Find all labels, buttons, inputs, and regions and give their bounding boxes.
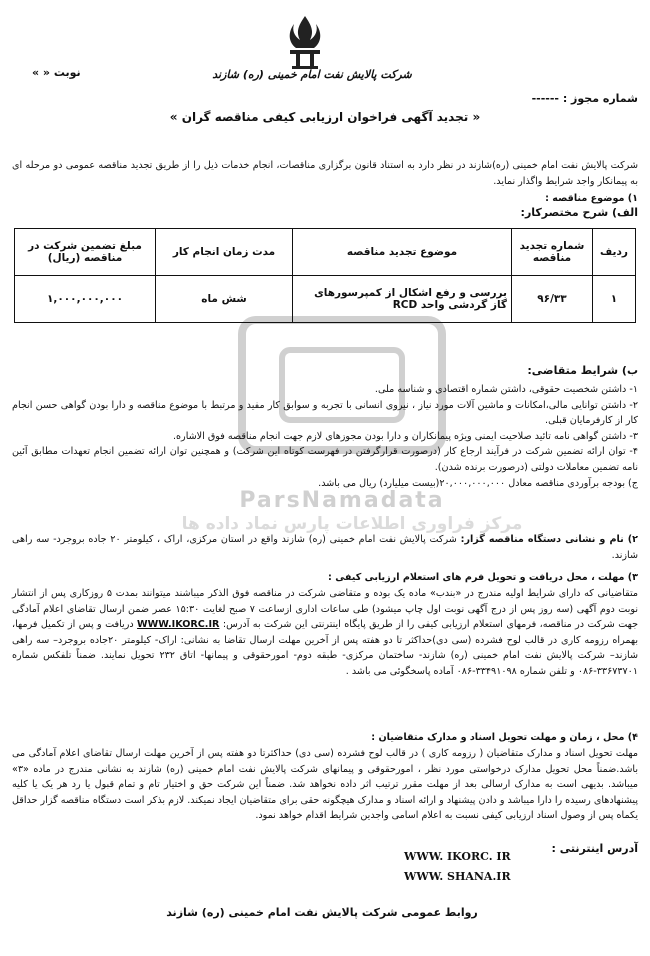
header-duration: مدت زمان انجام کار [156,229,293,276]
watermark-latin: ParsNamadata [239,488,445,513]
section3-title: ۳) مهلت ، محل دریافت و تحویل فرم های استعلام ارزیابی کیفی : [328,572,638,583]
condition-item: ۳- داشتن گواهی نامه تائید صلاحیت ایمنی ویژه پیمانکاران و دارا بودن مجوزهای لازم جهت انجام مناقصه فوق الاشاره. [172,430,638,442]
conditions-list [12,382,638,491]
cell-row-no: ۱ [593,276,636,323]
ikorc-link[interactable]: WWW.IKORC.IR [137,619,220,631]
condition-item: ۴- توان ارائه تضمین شرکت در فرآیند ارجاع کار (درصورت قرارگرفتن در فهرست کوتاه این شرکت) و همچنین توان ارائه تضمین انجام تعهدات مطابق آئین نامه تضمین معاملات دولتی (درصورت برنده شدن). [12,446,638,473]
headline: « تجدید آگهی فراخوان ارزیابی کیفی مناقصه گران » [169,110,481,124]
ikorc-url-link[interactable]: WWW. IKORC. IR [404,850,511,863]
section4-title: ۴) محل ، زمان و مهلت تحویل اسناد و مدارک متقاضیان : [371,732,638,743]
table-row [15,276,636,323]
cell-subject: بررسی و رفع اشکال از کمپرسورهای گاز گردشی واحد RCD [293,276,512,323]
table-header-row [15,229,636,276]
section2-text: شرکت پالایش نفت امام خمینی (ره) شازند واقع در استان مرکزی، اراک ، کیلومتر ۲۰ جاده بروجرد- سه راهی شازند. [12,534,638,561]
budget-text: ج) بودجه برآوردی مناقصه معادل ۲۰,۰۰۰,۰۰۰,۰۰۰(بیست میلیارد) ریال می باشد. [318,477,638,489]
cell-duration: شش ماه [156,276,293,323]
section3-text-b: دریافت و پس از تکمیل فرمها، بهمراه رزومه کاری در قالب لوح فشرده (سی دی)حداکثر تا دو هفته پس از آخرین مهلت ارسال تقاضا به نشانی: اراک- کیلومتر ۲۰جاده بروجرد– سه راهی شازند– شرکت پالایش نفت امام خمینی (ره) شازند- ساختمان مرکزی- طبقه دوم- امورحقوقی و پیمانها- اتاق ۲۳۲ تحویل نمایند. ضمناً تلفکس شماره ۳۳۶۷۳۷۰۱-۰۸۶ و تلفن شماره ۳۳۴۹۱۰۹۸-۰۸۶ آماده پاسخگوئی می باشد . [12,619,639,677]
section3-body [12,586,638,680]
section2 [12,532,638,563]
intro-text: شرکت پالایش نفت امام خمینی (ره)شازند در نظر دارد به استناد قانون برگزاری مناقصات، انجام خدمات ذیل را از طریق تجدید مناقصه عمومی دو مرحله ای به پیمانکار واجد شرایط واگذار نماید. [12,160,638,187]
footer-public-relations: روابط عمومی شرکت پالایش نفت امام خمینی (ره) شازند [166,906,478,919]
cell-tender-number: ۹۶/۳۳ [512,276,593,323]
section3-text-a: متقاضیانی که دارای شرایط اولیه مندرج در «بندب» ماده یک بوده و متقاضی شرکت در مناقصه فوق الذکر میباشند میتوانند بمدت ۵ روزکاری پس از انتشار نوبت دوم آگهی (سه روز پس از درج آگهی نوبت اول چاپ میشود) طی ساعات اداری ازساعت ۷ صبح لغایت ۱۵:۳۰ عصر ضمن ارسال تقاضای اعلام آمادگی جهت شرکت در مناقصه، فرمهای استعلام ارزیابی کیفی را از طریق پایگاه اینترنتی این شرکت به آدرس: [12,588,638,631]
header-tender-number: شماره تجدید مناقصه [512,229,593,276]
section1-title: ۱) موضوع مناقصه : [545,193,638,204]
turn-label: نوبت « » [32,66,81,79]
section-be: ب) شرایط متقاضی: [527,364,638,377]
header-row-no: ردیف [593,229,636,276]
section2-title: ۲) نام و نشانی دستگاه مناقصه گزار: [460,534,638,545]
section-alef: الف) شرح مختصرکار: [520,206,638,219]
tender-table [14,228,636,323]
company-name: شرکت پالایش نفت امام خمینی (ره) شازند [212,68,412,81]
section4-text: مهلت تحویل اسناد و مدارک متقاضیان ( رزومه کاری ) در قالب لوح فشرده (سی دی) حداکثرتا دو هفته پس از آخرین مهلت ارسال تقاضای اعلام آمادگی می باشد.ضمناً محل تحویل مدارک درخواستی مورد نظر ، امورحقوقی و پیمانهای شرکت پالایش نفت امام خمینی (ره) شازند به نشانی مندرج در ماده «۳» میباشد. بدیهی است به مدارک ارسالی بعد از مهلت مقرر ترتیب اثر داده نخواهد شد. ضمناً این شرکت حق و اختیار تام و تمام قبول یا رد هر یک یا کلیه پیشنهادهای رسیده را دارا میباشد و دادن پیشنهاد و ارائه اسناد و مدارک هیچگونه حقی برای متقاضیان ایجاد نمیکند. لازم بذکر است دستگاه مناقصه گزار حداقل یکماه پس از وصول اسناد ارزیابی کیفی نسبت به اعلام اسامی واجدین شرایط اقدام خواهد نمود. [12,748,638,822]
address-label: آدرس اینترنتی : [551,842,638,855]
header-guarantee: مبلغ تضمین شرکت در مناقصه (ریال) [15,229,156,276]
nioc-flame-logo-icon [276,14,334,70]
condition-item: ۱- داشتن شخصیت حقوقی، داشتن شماره اقتصادی و شناسه ملی. [374,384,638,395]
cell-guarantee: ۱,۰۰۰,۰۰۰,۰۰۰ [15,276,156,323]
tender-notice [12,10,638,946]
header-subject: موضوع تجدید مناقصه [293,229,512,276]
watermark-persian: مرکز فراوری اطلاعات پارس نماد داده ها [181,514,523,534]
shana-url-link[interactable]: WWW. SHANA.IR [404,870,511,883]
condition-item: ۲- داشتن توانایی مالی،امکانات و ماشین آلات مورد نیاز ، نیروی انسانی با تجربه و سوابق کار مفید و مرتبط با موضوع مناقصه و دارا بودن گواهی حسن انجام کار از کارفرمایان قبلی. [12,399,638,427]
permit-number: شماره مجوز : ------ [531,92,638,105]
